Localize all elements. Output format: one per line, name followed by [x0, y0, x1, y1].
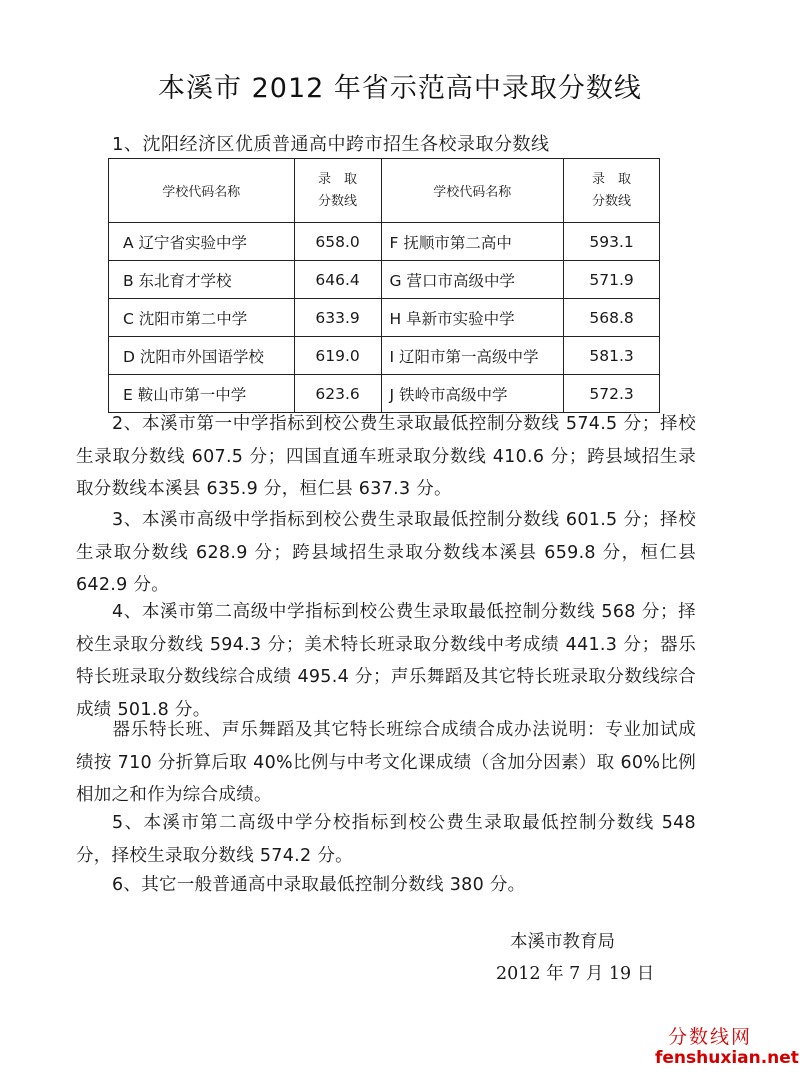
score-cell: 572.3 — [564, 375, 660, 413]
paragraph-3-text: 3、本溪市高级中学指标到校公费生录取最低控制分数线 601.5 分；择校生录取分数线 628.9 分；跨县域招生录取分数线本溪县 659.8 分，桓仁县 642.9 分。 — [76, 510, 696, 595]
watermark-text: 分数线网 — [668, 1026, 753, 1048]
paragraph-5-text: 5、本溪市第二高级中学分校指标到校公费生录取最低控制分数线 548 分，择校生录取分数线 574.2 分。 — [76, 813, 696, 866]
school-name-cell: B 东北育才学校 — [109, 261, 295, 299]
paragraph-6-text: 6、其它一般普通高中录取最低控制分数线 380 分。 — [112, 875, 526, 895]
paragraph-3 — [76, 504, 696, 602]
table-row — [109, 337, 660, 375]
header-score-right — [564, 159, 660, 223]
admission-score-table — [108, 158, 660, 413]
school-name-cell: D 沈阳市外国语学校 — [109, 337, 295, 375]
paragraph-4 — [76, 596, 696, 726]
table-row — [109, 261, 660, 299]
paragraph-note-text: 器乐特长班、声乐舞蹈及其它特长班综合成绩合成办法说明：专业加试成绩按 710 分折算后取 40%比例与中考文化课成绩（含加分因素）取 60%比例相加之和作为综合成绩。 — [76, 720, 696, 805]
header-score-line1: 录 取 — [592, 171, 632, 187]
paragraph-2-text: 2、本溪市第一中学指标到校公费生录取最低控制分数线 574.5 分；择校生录取分数线 607.5 分；四国直通车班录取分数线 410.6 分；跨县域招生录取分数线本溪县 635.9 分，桓仁县 637.3 分。 — [76, 414, 696, 499]
school-name-cell: J 铁岭市高级中学 — [381, 375, 564, 413]
score-cell: 593.1 — [564, 223, 660, 261]
header-score-line1: 录 取 — [318, 171, 358, 187]
watermark-url: fenshuxian.net — [655, 1048, 799, 1068]
score-cell: 658.0 — [294, 223, 381, 261]
section-1-heading: 1、沈阳经济区优质普通高中跨市招生各校录取分数线 — [112, 134, 550, 155]
document-title: 本溪市 2012 年省示范高中录取分数线 — [158, 73, 642, 104]
paragraph-5 — [76, 807, 696, 872]
header-school-name-right: 学校代码名称 — [381, 159, 564, 223]
score-cell: 571.9 — [564, 261, 660, 299]
paragraph-6 — [76, 869, 696, 902]
header-score-line2: 分数线 — [318, 193, 358, 209]
header-school-name-left: 学校代码名称 — [109, 159, 295, 223]
school-name-cell: F 抚顺市第二高中 — [381, 223, 564, 261]
table-row — [109, 299, 660, 337]
score-cell: 633.9 — [294, 299, 381, 337]
school-name-cell: C 沈阳市第二中学 — [109, 299, 295, 337]
score-cell: 581.3 — [564, 337, 660, 375]
score-cell: 619.0 — [294, 337, 381, 375]
issue-date: 2012 年 7 月 19 日 — [496, 964, 655, 984]
school-name-cell: H 阜新市实验中学 — [381, 299, 564, 337]
score-cell: 568.8 — [564, 299, 660, 337]
paragraph-2 — [76, 408, 696, 506]
issuer-signature: 本溪市教育局 — [510, 932, 615, 952]
school-name-cell: A 辽宁省实验中学 — [109, 223, 295, 261]
table-row — [109, 375, 660, 413]
header-score-line2: 分数线 — [592, 193, 632, 209]
paragraph-4-text: 4、本溪市第二高级中学指标到校公费生录取最低控制分数线 568 分；择校生录取分数线 594.3 分；美术特长班录取分数线中考成绩 441.3 分；器乐特长班录取分数线综合成绩 495.4 分；声乐舞蹈及其它特长班录取分数线综合成绩 501.8 分。 — [76, 602, 696, 720]
table-header-row — [109, 159, 660, 223]
school-name-cell: G 营口市高级中学 — [381, 261, 564, 299]
paragraph-note — [76, 714, 696, 812]
school-name-cell: I 辽阳市第一高级中学 — [381, 337, 564, 375]
school-name-cell: E 鞍山市第一中学 — [109, 375, 295, 413]
table-row — [109, 223, 660, 261]
header-score-left — [294, 159, 381, 223]
score-cell: 646.4 — [294, 261, 381, 299]
score-cell: 623.6 — [294, 375, 381, 413]
